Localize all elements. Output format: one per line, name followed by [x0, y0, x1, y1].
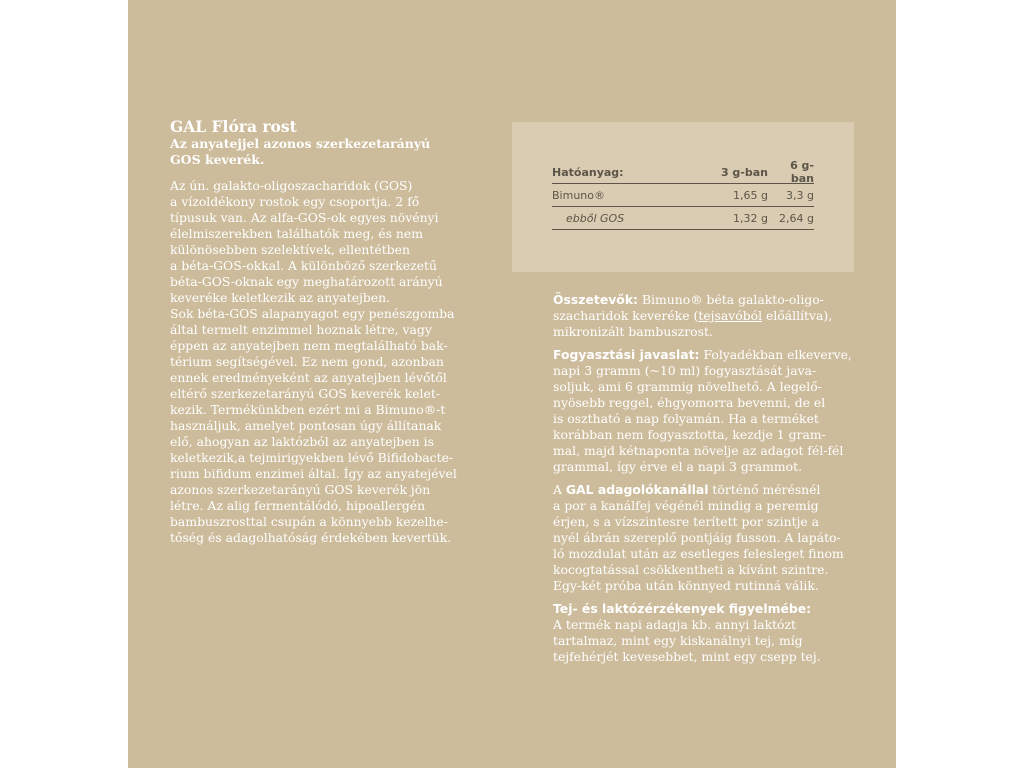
- intro-text-line: a béta-GOS-okkal. A különböző szerkezetű: [170, 258, 437, 273]
- intro-text-line: tőség és adagolhatóság érdekében kevertük.: [170, 530, 452, 545]
- usage-text-line: korábban nem fogyasztotta, kezdje 1 gram-: [553, 427, 826, 442]
- intro-text-line: használjuk, amelyet pontosan úgy állítanak: [170, 418, 442, 433]
- spoon-text: történő mérésnél: [708, 482, 821, 497]
- whey-underlined-text: tejsavóból: [698, 308, 763, 323]
- table-cell-3g: 1,65 g: [733, 188, 768, 202]
- spoon-section: [553, 482, 873, 594]
- intro-text-line: éppen az anyatejben nem megtalálható bak-: [170, 338, 448, 353]
- table-cell-name: Bimuno®: [552, 188, 605, 202]
- table-cell-6g: 3,3 g: [786, 188, 814, 202]
- lactose-text-line: tartalmaz, mint egy kiskanálnyi tej, míg: [553, 633, 803, 648]
- usage-label: Fogyasztási javaslat:: [553, 347, 700, 362]
- intro-text-line: ennek eredményeként az anyatejben lévőtől: [170, 370, 447, 385]
- intro-text-line: eltérő szerkezetarányú GOS keverék kelet-: [170, 386, 441, 401]
- active-ingredients-table: [552, 161, 814, 230]
- spoon-text-line: nyél ábrán szereplő pontjáig fusson. A lapáto-: [553, 530, 841, 545]
- intro-text-line: élelmiszerekben találhatók meg, és nem: [170, 226, 423, 241]
- lactose-label: Tej- és laktózérzékenyek figyelmébe:: [553, 601, 812, 616]
- table-row: [552, 184, 814, 207]
- intro-text-line: a vízoldékony rostok egy csoportja. 2 fő: [170, 194, 420, 209]
- usage-text: Folyadékban elkeverve,: [699, 347, 852, 362]
- usage-text-line: is osztható a nap folyamán. Ha a terméket: [553, 411, 819, 426]
- subtitle-line: Az anyatejjel azonos szerkezetarányú: [170, 136, 431, 151]
- intro-text-line: kezik. Termékünkben ezért mi a Bimuno®-t: [170, 402, 446, 417]
- spoon-text-line: Egy-két próba után könnyed rutinná válik.: [553, 578, 819, 593]
- spoon-text-line: érjen, s a vízszintesre terített por szintje a: [553, 514, 820, 529]
- spoon-text-line: a por a kanálfej végénél mindig a peremig: [553, 498, 819, 513]
- intro-text-line: bambuszrosttal csupán a könnyebb kezelhe-: [170, 514, 448, 529]
- product-title: GAL Flóra rost: [170, 117, 297, 136]
- ingredients-section: [553, 292, 873, 340]
- table-header-3g: 3 g-ban: [720, 165, 768, 179]
- table-header-ingredient: Hatóanyag:: [552, 165, 624, 179]
- intro-text-line: létre. Az alig fermentálódó, hipoallergén: [170, 498, 426, 513]
- usage-text-line: nyösebb reggel, éhgyomorra bevenni, de el: [553, 395, 826, 410]
- intro-text-line: Sok béta-GOS alapanyagot egy penészgomba: [170, 306, 455, 321]
- spoon-text: A: [553, 482, 566, 497]
- usage-section: [553, 347, 873, 475]
- left-column: [170, 118, 500, 546]
- usage-text-line: napi 3 gramm (~10 ml) fogyasztását java-: [553, 363, 817, 378]
- table-cell-3g: 1,32 g: [733, 211, 768, 225]
- intro-text-line: béta-GOS-oknak egy meghatározott arányú: [170, 274, 443, 289]
- spoon-text-line: ló mozdulat után az esetleges felesleget finom: [553, 546, 844, 561]
- spoon-label: GAL adagolókanállal: [565, 482, 709, 497]
- intro-text-line: Az ún. galakto-oligoszacharidok (GOS): [170, 178, 413, 193]
- table-header-row: [552, 161, 814, 184]
- intro-text-line: által termelt enzimmel hoznak létre, vagy: [170, 322, 432, 337]
- usage-text-line: soljuk, ami 6 grammig növelhető. A legelő-: [553, 379, 822, 394]
- intro-text-line: rium bifidum enzimei által. Így az anyatejével: [170, 466, 457, 481]
- table-header-6g: 6 g-ban: [790, 159, 814, 185]
- ingredients-text: előállítva),: [762, 308, 833, 323]
- ingredients-text: szacharidok keveréke (: [553, 308, 699, 323]
- table-cell-name: ebből GOS: [566, 211, 625, 225]
- ingredients-label: Összetevők:: [553, 292, 639, 307]
- intro-text-line: típusuk van. Az alfa-GOS-ok egyes növényi: [170, 210, 439, 225]
- intro-text-line: keveréke keletkezik az anyatejben.: [170, 290, 391, 305]
- intro-text-line: keletkezik,a tejmirigyekben lévő Bifidobacte-: [170, 450, 454, 465]
- lactose-text-line: A termék napi adagja kb. annyi laktózt: [553, 617, 797, 632]
- spoon-text-line: kocogtatással csökkentheti a kívánt szintre.: [553, 562, 829, 577]
- product-subtitle: [170, 136, 500, 168]
- ingredients-text: mikronizált bambuszrost.: [553, 324, 713, 339]
- table-row: [552, 207, 814, 230]
- intro-text-line: elő, ahogyan az laktózból az anyatejben is: [170, 434, 434, 449]
- lactose-section: [553, 601, 873, 665]
- intro-text-line: különösebben szelektívek, ellentétben: [170, 242, 410, 257]
- intro-text-line: térium segítségével. Ez nem gond, azonban: [170, 354, 444, 369]
- intro-text-line: azonos szerkezetarányú GOS keverék jön: [170, 482, 431, 497]
- usage-text-line: mal, majd kétnaponta növelje az adagot fél-fél: [553, 443, 844, 458]
- lactose-text-line: tejfehérjét kevesebbet, mint egy csepp tej.: [553, 649, 821, 664]
- right-column: [553, 292, 873, 672]
- usage-text-line: grammal, így érve el a napi 3 grammot.: [553, 459, 803, 474]
- subtitle-line: GOS keverék.: [170, 152, 265, 167]
- ingredients-text: Bimuno® béta galakto-oligo-: [638, 292, 824, 307]
- table-cell-6g: 2,64 g: [779, 211, 814, 225]
- intro-text: [170, 178, 500, 546]
